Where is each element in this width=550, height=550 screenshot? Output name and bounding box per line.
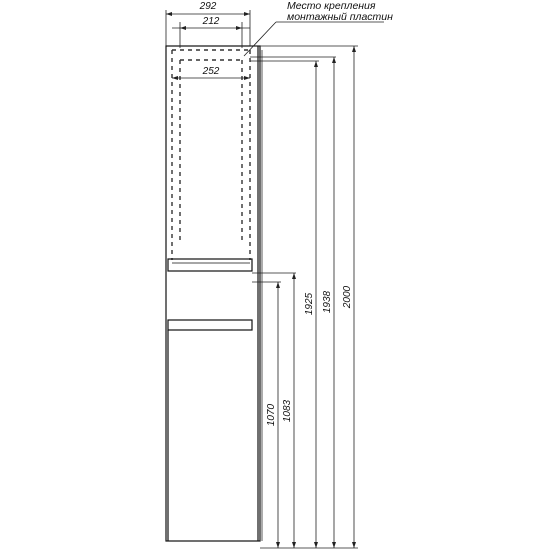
dim-label-2000: 2000 (342, 285, 353, 309)
dim-label-292: 292 (199, 1, 217, 12)
dimension-1083 (282, 273, 296, 548)
upper-compartment (172, 50, 250, 260)
dimension-1925 (304, 61, 318, 548)
dim-label-1938: 1938 (322, 290, 333, 314)
dim-label-1083: 1083 (282, 399, 293, 423)
dimension-2000 (342, 46, 356, 548)
dimension-1070 (266, 282, 280, 548)
dim-label-252: 252 (202, 66, 220, 77)
mounting-annotation (244, 0, 393, 56)
dim-label-212: 212 (202, 16, 220, 27)
drawer (168, 320, 252, 541)
cabinet-body (166, 46, 262, 541)
middle-shelf (168, 259, 252, 271)
dimension-1938 (322, 57, 336, 548)
dimension-252 (172, 66, 250, 80)
dim-label-1925: 1925 (304, 292, 315, 316)
annotation-line-2: монтажный пластин (287, 11, 393, 23)
annotation-line-1: Место крепления (287, 0, 376, 12)
dimension-212 (172, 16, 250, 48)
dim-label-1070: 1070 (266, 403, 277, 427)
